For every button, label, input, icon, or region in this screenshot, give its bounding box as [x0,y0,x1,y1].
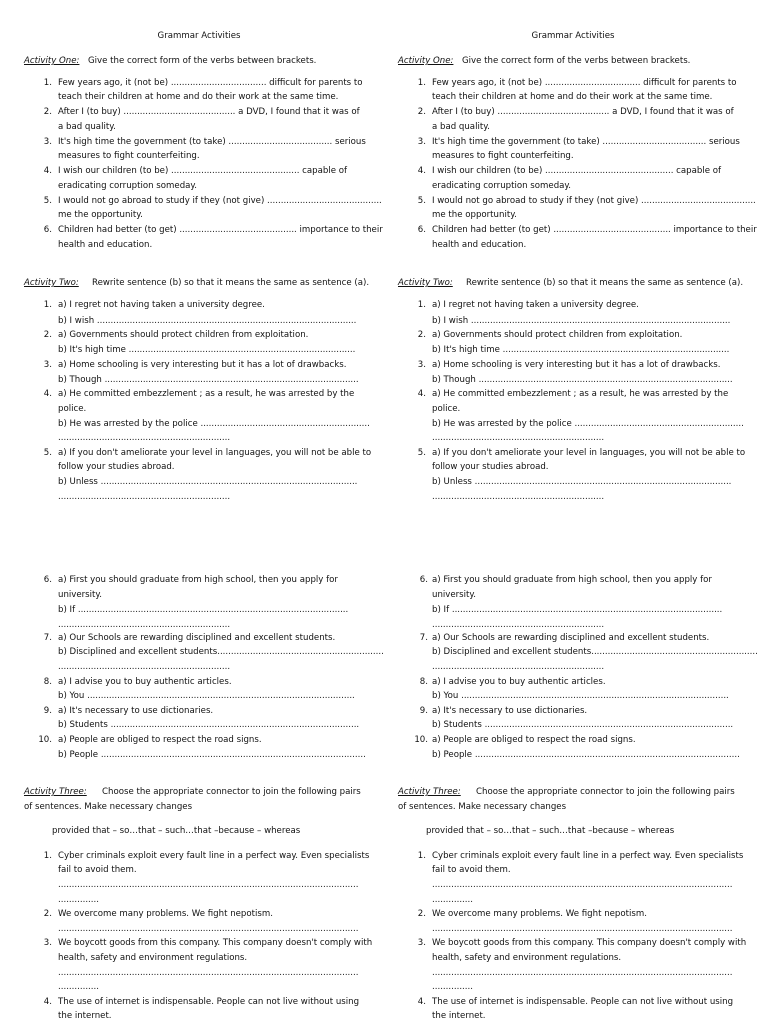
answer-line: b) He was arrested by the police .............................................................. [58,419,370,429]
item-number: 4. [417,997,426,1007]
item-number: 2. [43,330,52,340]
answer-line: health, safety and environment regulations. [58,953,248,963]
answer-line: b) If ................................................................................................... [58,605,349,615]
item-number: 6. [43,575,52,585]
item-number: 6. [417,225,426,235]
answer-line: follow your studies abroad. [432,462,549,472]
answer-line: ............................................................... [432,620,605,630]
activity-one-heading: Activity One: [24,56,80,66]
item-number: 1. [43,78,52,88]
answer-line: b) You .................................................................................................. [432,691,729,701]
answer-line: ............................................................... [58,492,231,502]
activity-one-instruction: Give the correct form of the verbs between brackets. [88,56,317,66]
item-number: 2. [417,330,426,340]
answer-line: b) If ................................................................................................... [432,605,723,615]
connector-list: provided that – so…that – such…that –because – whereas [426,826,675,836]
answer-line: b) You .................................................................................................. [58,691,355,701]
answer-line: ............................................................... [432,662,605,672]
item-number: 4. [43,166,52,176]
answer-line: a bad quality. [58,122,116,132]
item-text: a) Governments should protect children from exploitation. [432,330,683,340]
page-title: Grammar Activities [531,31,615,41]
answer-line: b) Though ............................................................................................. [432,375,733,385]
answer-line: ............................................................... [58,433,231,443]
answer-line: me the opportunity. [432,210,517,220]
item-number: 3. [43,137,52,147]
activity-two-heading: Activity Two: [398,278,453,288]
activity-one-instruction: Give the correct form of the verbs between brackets. [462,56,691,66]
activity-two-heading: Activity Two: [24,278,79,288]
answer-line: b) Though ............................................................................................. [58,375,359,385]
item-number: 4. [43,997,52,1007]
answer-line: b) He was arrested by the police .............................................................. [432,419,744,429]
item-number: 7. [419,633,428,643]
answer-line: ............... [432,982,473,992]
answer-line: measures to fight counterfeiting. [58,151,200,161]
answer-line: university. [58,590,103,600]
answer-line: ............... [58,895,99,905]
activity-three-instruction: Choose the appropriate connector to join the following pairs [102,787,361,797]
answer-line: b) Disciplined and excellent students............................................................. [58,647,384,657]
item-number: 6. [43,225,52,235]
item-text: We overcome many problems. We fight nepotism. [432,909,647,919]
answer-line: ............................................................... [432,492,605,502]
item-text: a) He committed embezzlement ; as a result, he was arrested by the [58,389,355,399]
item-text: We boycott goods from this company. This company doesn't comply with [58,938,373,948]
item-number: 2. [43,107,52,117]
item-text: The use of internet is indispensable. People can not live without using [58,997,360,1007]
item-text: a) Home schooling is very interesting but it has a lot of drawbacks. [58,360,347,370]
item-text: Children had better (to get) ........................................... importance to their [58,225,383,235]
answer-line: a bad quality. [432,122,490,132]
answer-line: police. [432,404,461,414]
answer-line: follow your studies abroad. [58,462,175,472]
answer-line: the internet. [432,1011,486,1021]
item-text: The use of internet is indispensable. People can not live without using [432,997,734,1007]
item-text: a) I advise you to buy authentic articles. [58,677,232,687]
item-number: 2. [43,909,52,919]
item-number: 5. [417,448,426,458]
answer-line: ............................................................... [58,620,231,630]
item-number: 1. [417,78,426,88]
item-text: a) People are obliged to respect the road signs. [58,735,262,745]
item-number: 1. [43,851,52,861]
item-text: Children had better (to get) ........................................... importance to their [432,225,757,235]
item-number: 3. [417,938,426,948]
item-text: We overcome many problems. We fight nepotism. [58,909,273,919]
answer-line: ............... [58,982,99,992]
item-text: a) He committed embezzlement ; as a result, he was arrested by the [432,389,729,399]
item-text: Cyber criminals exploit every fault line in a perfect way. Even specialists [432,851,744,861]
answer-line: fail to avoid them. [58,865,137,875]
item-number: 4. [43,389,52,399]
item-text: a) I regret not having taken a university degree. [432,300,639,310]
item-text: a) It's necessary to use dictionaries. [58,706,214,716]
answer-line: b) People ................................................................................................. [432,750,740,760]
item-number: 9. [43,706,52,716]
item-number: 10. [414,735,428,745]
item-number: 10. [38,735,52,745]
item-number: 3. [417,360,426,370]
item-text: It's high time the government (to take) ...................................... serious [432,137,740,147]
item-number: 3. [417,137,426,147]
activity-three-heading: Activity Three: [24,787,87,797]
answer-line: b) Students ........................................................................................... [58,720,360,730]
item-text: Few years ago, it (not be) ................................... difficult for parents to [432,78,737,88]
item-number: 1. [417,851,426,861]
answer-line: .............................................................................................................. [432,924,733,934]
answer-line: b) I wish ............................................................................................... [58,316,357,326]
answer-line: health, safety and environment regulations. [432,953,622,963]
item-text: a) I advise you to buy authentic articles. [432,677,606,687]
item-text: Cyber criminals exploit every fault line in a perfect way. Even specialists [58,851,370,861]
answer-line: health and education. [432,240,527,250]
item-number: 9. [419,706,428,716]
item-text: a) First you should graduate from high school, then you apply for [58,575,338,585]
item-number: 3. [43,938,52,948]
item-number: 3. [43,360,52,370]
activity-three-instruction: Choose the appropriate connector to join the following pairs [476,787,735,797]
item-text: a) If you don't ameliorate your level in languages, you will not be able to [432,448,746,458]
item-number: 7. [43,633,52,643]
item-number: 8. [419,677,428,687]
answer-line: b) Disciplined and excellent students............................................................. [432,647,758,657]
activity-three-instruction-2: of sentences. Make necessary changes [398,802,567,812]
item-number: 5. [43,196,52,206]
item-number: 4. [417,166,426,176]
item-number: 5. [417,196,426,206]
answer-line: fail to avoid them. [432,865,511,875]
answer-line: eradicating corruption someday. [58,181,198,191]
answer-line: ............................................................... [58,662,231,672]
item-number: 1. [43,300,52,310]
item-number: 8. [43,677,52,687]
item-number: 2. [417,909,426,919]
item-text: a) Our Schools are rewarding disciplined and excellent students. [432,633,710,643]
answer-line: measures to fight counterfeiting. [432,151,574,161]
answer-line: .............................................................................................................. [432,968,733,978]
activity-two-instruction: Rewrite sentence (b) so that it means the same as sentence (a). [92,278,370,288]
item-text: a) Governments should protect children from exploitation. [58,330,309,340]
answer-line: .............................................................................................................. [432,880,733,890]
item-text: We boycott goods from this company. This company doesn't comply with [432,938,747,948]
item-text: After I (to buy) ......................................... a DVD, I found that it was of [58,107,360,117]
answer-line: ............................................................... [432,433,605,443]
item-text: Few years ago, it (not be) ................................... difficult for parents to [58,78,363,88]
answer-line: b) It's high time ................................................................................... [58,345,356,355]
item-number: 5. [43,448,52,458]
answer-line: b) It's high time ................................................................................... [432,345,730,355]
answer-line: b) People ................................................................................................. [58,750,366,760]
answer-line: me the opportunity. [58,210,143,220]
item-text: a) I regret not having taken a university degree. [58,300,265,310]
answer-line: teach their children at home and do their work at the same time. [432,92,713,102]
answer-line: b) Unless .............................................................................................. [432,477,732,487]
item-number: 1. [417,300,426,310]
item-text: It's high time the government (to take) ...................................... serious [58,137,366,147]
answer-line: the internet. [58,1011,112,1021]
answer-line: b) Students ........................................................................................... [432,720,734,730]
activity-three-heading: Activity Three: [398,787,461,797]
answer-line: .............................................................................................................. [58,880,359,890]
item-text: After I (to buy) ......................................... a DVD, I found that it was of [432,107,734,117]
item-text: a) If you don't ameliorate your level in languages, you will not be able to [58,448,372,458]
item-number: 2. [417,107,426,117]
item-text: a) It's necessary to use dictionaries. [432,706,588,716]
item-text: a) Home schooling is very interesting but it has a lot of drawbacks. [432,360,721,370]
answer-line: ............... [432,895,473,905]
answer-line: teach their children at home and do their work at the same time. [58,92,339,102]
answer-line: .............................................................................................................. [58,924,359,934]
item-text: I wish our children (to be) ............................................... capable of [432,166,722,176]
answer-line: health and education. [58,240,153,250]
answer-line: eradicating corruption someday. [432,181,572,191]
answer-line: b) I wish ............................................................................................... [432,316,731,326]
activity-two-instruction: Rewrite sentence (b) so that it means the same as sentence (a). [466,278,744,288]
answer-line: b) Unless .............................................................................................. [58,477,358,487]
connector-list: provided that – so…that – such…that –because – whereas [52,826,301,836]
item-number: 6. [419,575,428,585]
activity-three-instruction-2: of sentences. Make necessary changes [24,802,193,812]
answer-line: police. [58,404,87,414]
item-text: a) People are obliged to respect the road signs. [432,735,636,745]
item-text: I would not go abroad to study if they (not give) .......................................... [58,196,382,206]
activity-one-heading: Activity One: [398,56,454,66]
answer-line: university. [432,590,477,600]
item-text: I would not go abroad to study if they (not give) .......................................... [432,196,756,206]
item-text: I wish our children (to be) ............................................... capable of [58,166,348,176]
item-text: a) First you should graduate from high school, then you apply for [432,575,712,585]
item-number: 4. [417,389,426,399]
item-text: a) Our Schools are rewarding disciplined and excellent students. [58,633,336,643]
page-title: Grammar Activities [157,31,241,41]
answer-line: .............................................................................................................. [58,968,359,978]
